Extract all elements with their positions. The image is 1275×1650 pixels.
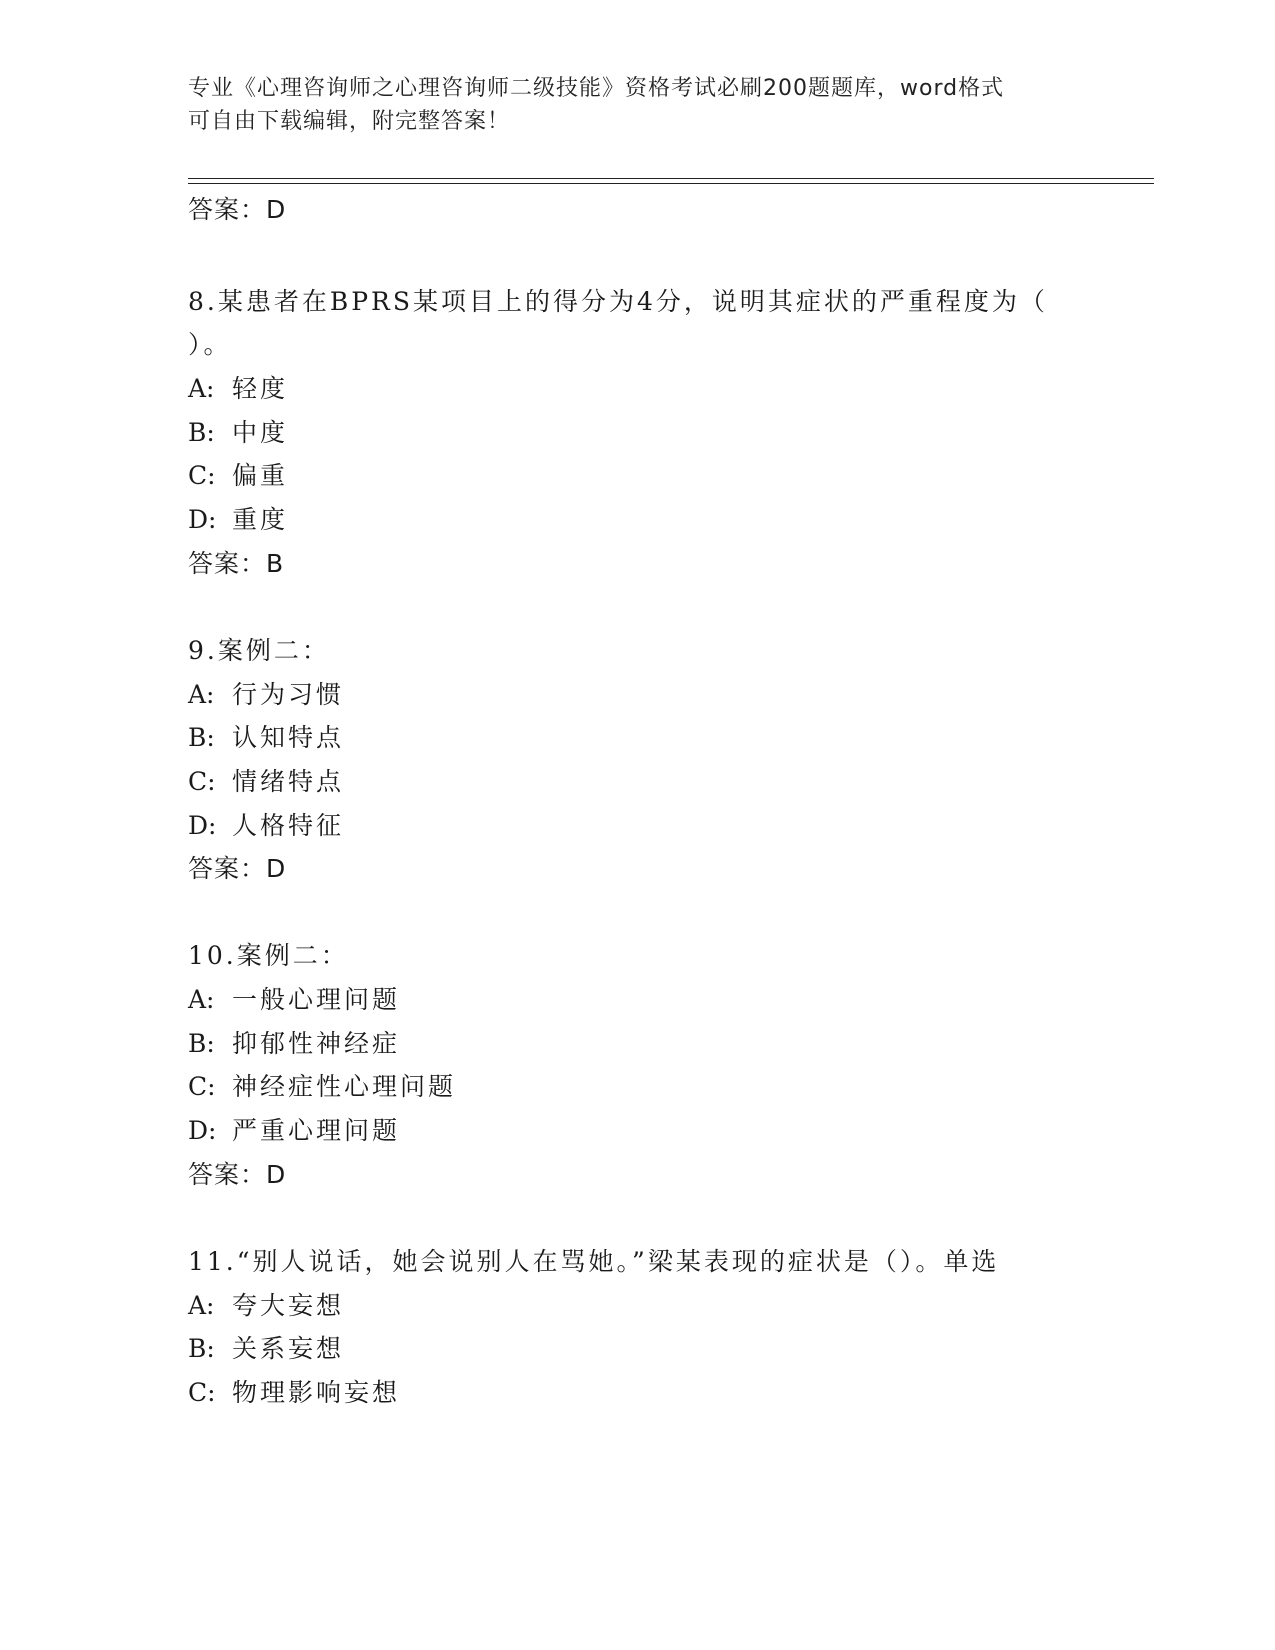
question-text: 11.“别人说话，她会说别人在骂她。”梁某表现的症状是（）。单选 <box>188 1247 1000 1276</box>
option-letter: B: <box>188 1029 215 1058</box>
option-text: 关系妄想 <box>232 1334 345 1363</box>
page-header <box>188 72 1088 138</box>
option-text: 严重心理问题 <box>232 1116 401 1145</box>
option-text: 物理影响妄想 <box>232 1378 401 1407</box>
question-text: 8.某患者在BPRS某项目上的得分为4分，说明其症状的严重程度为（ <box>188 287 1048 316</box>
option-text: 神经症性心理问题 <box>232 1072 457 1101</box>
option-letter: B: <box>188 418 215 447</box>
option-item <box>188 767 344 797</box>
answer-label: 答案：D <box>188 195 287 224</box>
option-letter: B: <box>188 723 215 752</box>
option-item <box>188 680 344 710</box>
answer-label: 答案：D <box>188 854 287 883</box>
option-letter: A: <box>188 985 215 1014</box>
option-letter: C: <box>188 461 216 490</box>
option-letter: C: <box>188 1072 216 1101</box>
header-line-2: 可自由下载编辑，附完整答案！ <box>188 109 511 134</box>
option-letter: A: <box>188 374 215 403</box>
option-item <box>188 418 288 448</box>
option-letter: D: <box>188 811 217 840</box>
option-text: 认知特点 <box>232 723 345 752</box>
option-text: 抑郁性神经症 <box>232 1029 401 1058</box>
option-item <box>188 505 288 535</box>
option-item <box>188 985 400 1015</box>
option-item <box>188 461 288 491</box>
option-item <box>188 1378 400 1408</box>
option-letter: B: <box>188 1334 215 1363</box>
answer-label: 答案：B <box>188 549 285 578</box>
option-letter: C: <box>188 767 216 796</box>
option-item <box>188 1029 400 1059</box>
option-text: 一般心理问题 <box>232 985 401 1014</box>
answer-label: 答案：D <box>188 1160 287 1189</box>
option-text: 夸大妄想 <box>232 1291 345 1320</box>
option-letter: A: <box>188 680 215 709</box>
header-divider-bottom <box>188 183 1154 184</box>
option-text: 偏重 <box>232 461 289 490</box>
question-text: 9.案例二： <box>188 636 330 665</box>
option-letter: A: <box>188 1291 215 1320</box>
option-text: 轻度 <box>232 374 289 403</box>
option-text: 人格特征 <box>232 811 345 840</box>
question-text-continued: ）。 <box>188 330 232 359</box>
option-item <box>188 1334 344 1364</box>
header-line-1: 专业《心理咨询师之心理咨询师二级技能》资格考试必刷200题题库，word格式 <box>188 76 1005 101</box>
option-item <box>188 1291 344 1321</box>
option-item <box>188 811 344 841</box>
option-text: 情绪特点 <box>232 767 345 796</box>
option-letter: D: <box>188 505 217 534</box>
option-letter: D: <box>188 1116 217 1145</box>
option-text: 重度 <box>232 505 289 534</box>
option-item <box>188 374 288 404</box>
option-text: 中度 <box>232 418 289 447</box>
option-text: 行为习惯 <box>232 680 345 709</box>
option-letter: C: <box>188 1378 216 1407</box>
option-item <box>188 723 344 753</box>
option-item <box>188 1116 400 1146</box>
option-item <box>188 1072 456 1102</box>
header-divider-top <box>188 178 1154 179</box>
question-text: 10.案例二： <box>188 941 349 970</box>
